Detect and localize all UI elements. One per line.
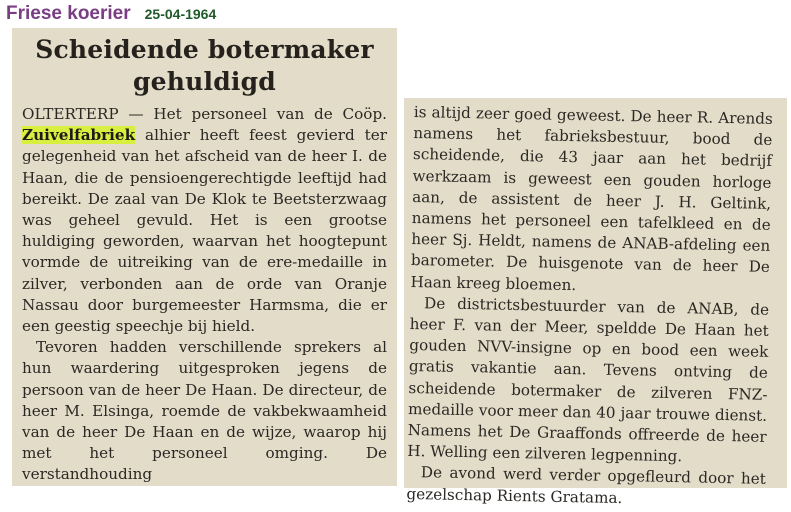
paragraph <box>22 104 387 337</box>
clipping-header <box>6 3 216 27</box>
paragraph: Tevoren hadden verschillende sprekers al hun waardering uitgesproken jegens de persoon van de heer De Haan. De directeur, de heer M. Elsinga, roemde de vakbekwaamheid van de heer De Haan en de wijze, waarop hij met het personeel omging. De verstandhouding <box>22 338 387 484</box>
newspaper-name: Friese koerier <box>6 3 131 24</box>
paragraph-text: alhier heeft feest gevierd ter gelegenheid van het afscheid van de heer I. de Haan, die de pensioengerechtigde leeftijd had bereikt. De zaal van De Klok te Beetsterzwaag was geheel gevuld. Het is een grootse huldiging geworden, waarvan het hoogtepunt vormde de uitreiking van de ere-medaille in zilver, verbonden aan de orde van Oranje Nassau door burgemeester Harmsma, die er een geestig speechje bij hield. <box>22 126 388 336</box>
article-body-left <box>22 104 387 486</box>
article-body-right <box>406 102 773 512</box>
publication-date: 25-04-1964 <box>144 6 217 22</box>
paragraph-text: OLTERTERP — Het personeel van de Coöp. <box>22 105 387 123</box>
headline-line-1: Scheidende botermaker <box>35 35 374 64</box>
article-column-right <box>404 98 787 507</box>
paragraph: De avond werd verder opgefleurd door het gezelschap Rients Gratama. <box>406 463 766 507</box>
article-headline <box>12 34 397 98</box>
paragraph: is altijd zeer goed geweest. De heer R. Arends namens het fabrieksbestuur, bood de scheidende, die 43 jaar aan het bedrijf werkzaam is geweest een gouden horloge aan, de assistent de heer J. H. Geltink, namens het personeel een tafelkleed en de heer Sj. Heldt, namens de ANAB-afdeling een barometer. De huisgenote van de heer De Haan kreeg bloemen. <box>410 102 773 294</box>
paragraph: De districtsbestuurder van de ANAB, de heer F. van der Meer, speldde De Haan het gouden NVV-insigne op en bood een week gratis vakantie aan. Tevens ontving de scheidende botermaker de zilveren FNZ-medaille voor meer dan 40 jaar trouwe dienst. Namens het De Graaffonds offreerde de heer H. Welling een zilveren legpenning. <box>407 294 770 466</box>
headline-line-2: gehuldigd <box>133 67 276 96</box>
article-column-left <box>12 28 397 486</box>
highlighted-search-term: Zuivelfabriek <box>22 126 136 145</box>
